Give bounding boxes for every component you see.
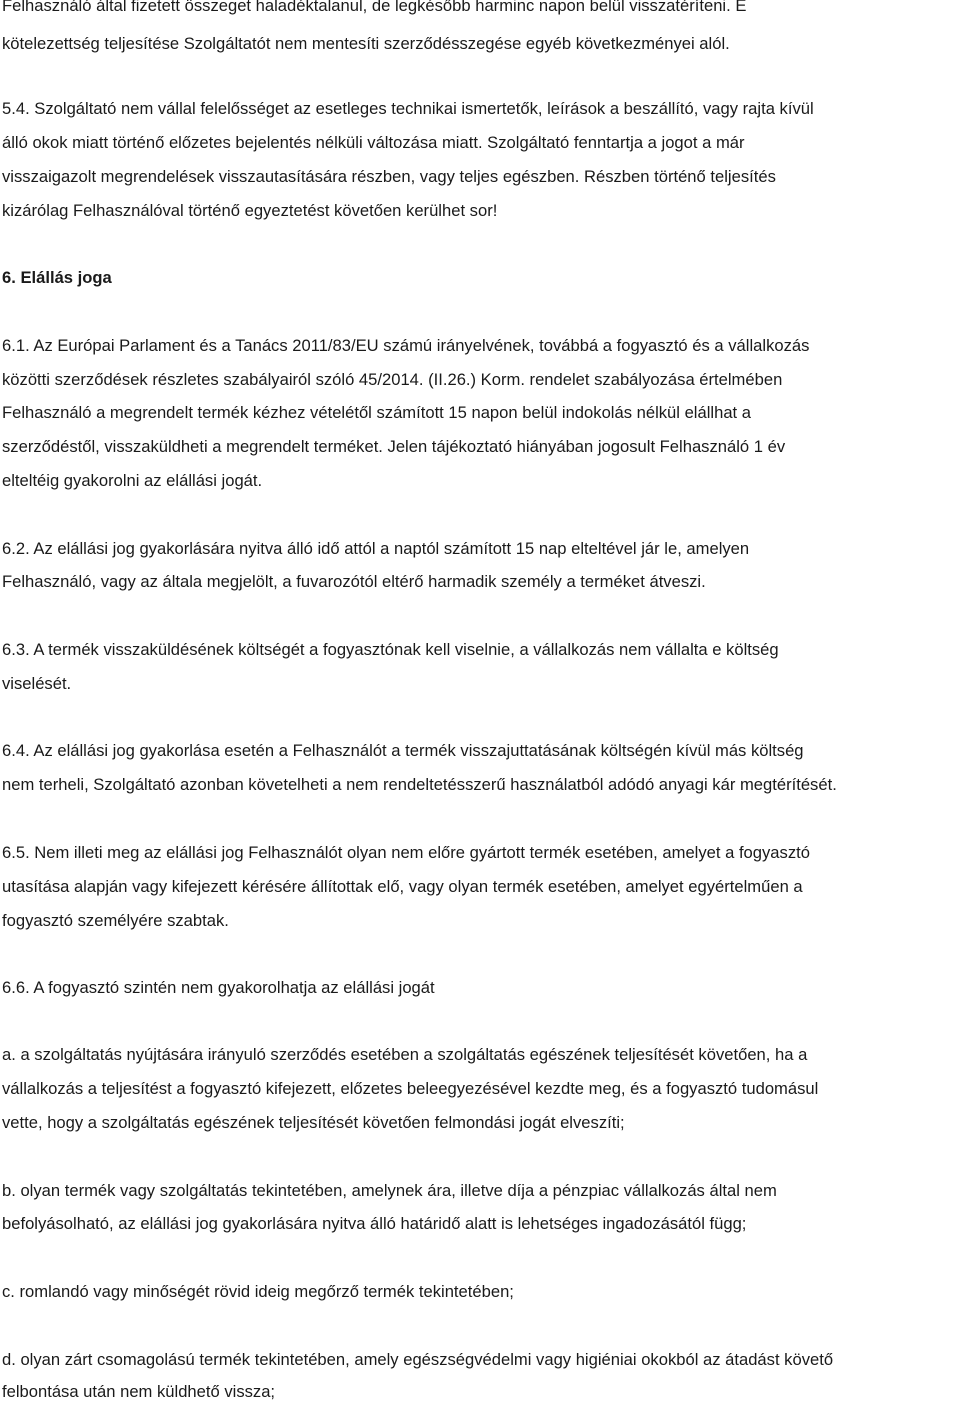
text-line: 6.4. Az elállási jog gyakorlása esetén a Felhasználót a termék visszajuttatásának költségén kívül más költség bbox=[2, 741, 804, 760]
text-line: vállalkozás a teljesítést a fogyasztó kifejezett, előzetes beleegyezésével kezdte meg, és a fogyasztó tudomásul bbox=[2, 1079, 819, 1098]
text-line: befolyásolható, az elállási jog gyakorlására nyitva álló határidő alatt is lehetséges ingadozásától függ; bbox=[2, 1214, 747, 1233]
text-line: nem terheli, Szolgáltató azonban követelheti a nem rendeltetésszerű használatból adódó anyagi kár megtérítését. bbox=[2, 775, 837, 794]
text-line: 6.6. A fogyasztó szintén nem gyakorolhatja az elállási jogát bbox=[2, 978, 435, 997]
text-line: utasítása alapján vagy kifejezett kérésére állítottak elő, vagy olyan termék esetében, amelyet egyértelműen a bbox=[2, 877, 803, 896]
text-line: felbontása után nem küldhető vissza; bbox=[2, 1382, 276, 1401]
text-line: 5.4. Szolgáltató nem vállal felelősséget az esetleges technikai ismertetők, leírások a beszállító, vagy rajta kívül bbox=[2, 99, 814, 118]
text-line: 6.5. Nem illeti meg az elállási jog Felhasználót olyan nem előre gyártott termék esetében, amelyet a fogyasztó bbox=[2, 843, 810, 862]
text-line: álló okok miatt történő előzetes bejelentés nélküli változása miatt. Szolgáltató fenntartja a jogot a már bbox=[2, 133, 745, 152]
text-line: 6.1. Az Európai Parlament és a Tanács 2011/83/EU számú irányelvének, továbbá a fogyasztó és a vállalkozás bbox=[2, 336, 810, 355]
text-line: viselését. bbox=[2, 674, 72, 693]
text-line: 6.3. A termék visszaküldésének költségét a fogyasztónak kell viselnie, a vállalkozás nem vállalta e költség bbox=[2, 640, 779, 659]
text-line: vette, hogy a szolgáltatás egészének teljesítését követően felmondási jogát elveszíti; bbox=[2, 1113, 625, 1132]
text-line: Felhasználó a megrendelt termék kézhez vételétől számított 15 napon belül indokolás nélkül elállhat a bbox=[2, 403, 752, 422]
text-line: kötelezettség teljesítése Szolgáltatót nem mentesíti szerződésszegése egyéb következményei alól. bbox=[2, 34, 730, 53]
text-line: a. a szolgáltatás nyújtására irányuló szerződés esetében a szolgáltatás egészének teljesítését követően, ha a bbox=[2, 1045, 808, 1064]
text-line: Felhasználó által fizetett összeget haladéktalanul, de legkésőbb harminc napon belül visszatéríteni. E bbox=[2, 0, 747, 15]
text-line: b. olyan termék vagy szolgáltatás tekintetében, amelynek ára, illetve díja a pénzpiac vállalkozás által nem bbox=[2, 1181, 777, 1200]
text-line: fogyasztó személyére szabtak. bbox=[2, 911, 229, 930]
text-line: Felhasználó, vagy az általa megjelölt, a fuvarozótól eltérő harmadik személy a terméket átveszi. bbox=[2, 572, 706, 591]
text-line: visszaigazolt megrendelések visszautasítására részben, vagy teljes egészben. Részben történő teljesítés bbox=[2, 167, 776, 186]
section-heading: 6. Elállás joga bbox=[2, 268, 112, 287]
text-line: 6.2. Az elállási jog gyakorlására nyitva álló idő attól a naptól számított 15 nap elteltével jár le, amelyen bbox=[2, 539, 750, 558]
text-line: elteltéig gyakorolni az elállási jogát. bbox=[2, 471, 263, 490]
text-line: szerződéstől, visszaküldheti a megrendelt terméket. Jelen tájékoztató hiányában jogosult Felhasználó 1 év bbox=[2, 437, 786, 456]
text-line: d. olyan zárt csomagolású termék tekintetében, amely egészségvédelmi vagy higiéniai okokból az átadást követő bbox=[2, 1350, 834, 1369]
text-line: közötti szerződések részletes szabályairól szóló 45/2014. (II.26.) Korm. rendelet szabályozása értelmében bbox=[2, 370, 783, 389]
text-line: c. romlandó vagy minőségét rövid ideig megőrző termék tekintetében; bbox=[2, 1282, 514, 1301]
text-line: kizárólag Felhasználóval történő egyeztetést követően kerülhet sor! bbox=[2, 201, 498, 220]
